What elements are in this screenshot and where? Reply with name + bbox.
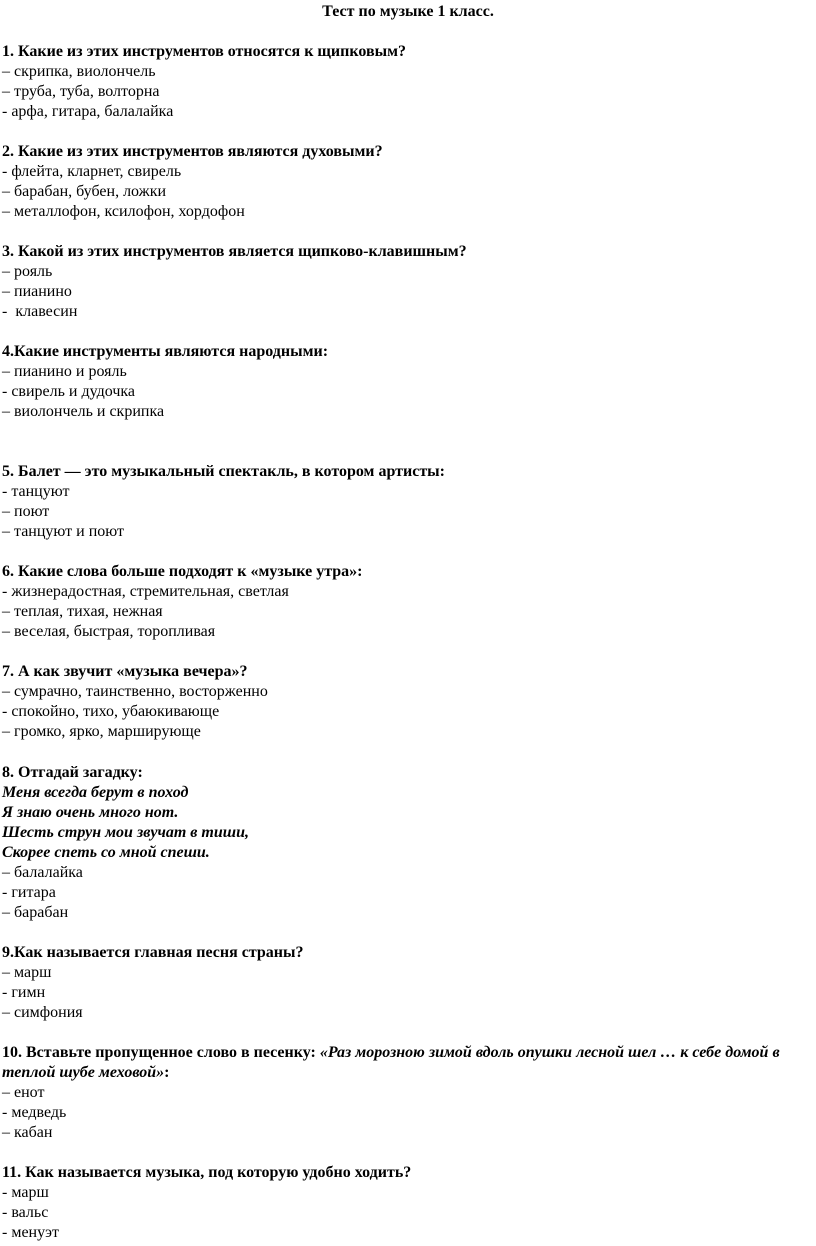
answer-option: - марш [2, 1184, 49, 1201]
question-block-7 [2, 662, 808, 742]
question-text: 6. Какие слова больше подходят к «музыке утра»: [2, 563, 363, 580]
answer-option: – пианино и рояль [2, 363, 127, 380]
song-lyrics: «Раз морозною зимой вдоль опушки лесной шел … к себе домой в теплой шубе меховой» [2, 1044, 780, 1081]
answer-option: - клавесин [2, 303, 78, 320]
riddle-line: Скорее спеть со мной спеши. [2, 844, 210, 861]
question-text: 3. Какой из этих инструментов является щипково-клавишным? [2, 243, 467, 260]
answer-option: - гитара [2, 884, 56, 901]
riddle-line: Шесть струн мои звучат в тиши, [2, 824, 249, 841]
question-text [2, 1043, 808, 1083]
answer-option: – марш [2, 964, 52, 981]
answer-option: - жизнерадостная, стремительная, светлая [2, 583, 289, 600]
answer-option: – металлофон, ксилофон, хордофон [2, 203, 245, 220]
question-text: 11. Как называется музыка, под которую удобно ходить? [2, 1164, 412, 1181]
question-block-10 [2, 1043, 808, 1143]
answer-option: – барабан, бубен, ложки [2, 183, 167, 200]
answer-option: - гимн [2, 984, 46, 1001]
question-text: 9.Как называется главная песня страны? [2, 944, 304, 961]
question-text: 1. Какие из этих инструментов относятся к щипковым? [2, 43, 406, 60]
answer-option: - вальс [2, 1204, 49, 1221]
answer-option: – танцуют и поют [2, 523, 125, 540]
document-title: Тест по музыке 1 класс. [322, 3, 494, 20]
question-block-1 [2, 42, 808, 122]
answer-option: - свирель и дудочка [2, 383, 136, 400]
answer-option: – рояль [2, 263, 53, 280]
answer-option: - медведь [2, 1104, 67, 1121]
question-block-5 [2, 462, 808, 542]
question-text: 8. Отгадай загадку: [2, 764, 143, 781]
answer-option: - спокойно, тихо, убаюкивающе [2, 703, 220, 720]
question-block-4 [2, 342, 808, 422]
answer-option: - танцуют [2, 483, 70, 500]
answer-option: – енот [2, 1084, 45, 1101]
question-block-6 [2, 562, 808, 642]
answer-option: – кабан [2, 1124, 53, 1141]
answer-option: – пианино [2, 283, 72, 300]
answer-option: - арфа, гитара, балалайка [2, 103, 174, 120]
answer-option: – балалайка [2, 864, 83, 881]
answer-option: – поют [2, 503, 50, 520]
answer-option: – теплая, тихая, нежная [2, 603, 163, 620]
answer-option: - менуэт [2, 1224, 59, 1241]
answer-option: – веселая, быстрая, торопливая [2, 623, 216, 640]
answer-option: - флейта, кларнет, свирель [2, 163, 182, 180]
answer-option: – труба, туба, волторна [2, 83, 160, 100]
question-block-2 [2, 142, 808, 222]
question-text: 7. А как звучит «музыка вечера»? [2, 663, 248, 680]
question-text: 2. Какие из этих инструментов являются духовыми? [2, 143, 383, 160]
question-block-8 [2, 763, 808, 923]
question-block-11 [2, 1163, 808, 1243]
answer-option: – виолончель и скрипка [2, 403, 165, 420]
answer-option: – скрипка, виолончель [2, 63, 156, 80]
answer-option: – громко, ярко, марширующе [2, 723, 201, 740]
question-block-9 [2, 943, 808, 1023]
answer-option: – барабан [2, 904, 69, 921]
question-block-3 [2, 242, 808, 322]
answer-option: – симфония [2, 1004, 83, 1021]
riddle-line: Я знаю очень много нот. [2, 804, 179, 821]
answer-option: – сумрачно, таинственно, восторженно [2, 683, 268, 700]
question-prefix: 10. Вставьте пропущенное слово в песенку: [2, 1044, 320, 1061]
question-suffix: : [164, 1064, 170, 1081]
riddle-line: Меня всегда берут в поход [2, 784, 189, 801]
question-text: 5. Балет — это музыкальный спектакль, в котором артисты: [2, 463, 445, 480]
question-text: 4.Какие инструменты являются народными: [2, 343, 329, 360]
